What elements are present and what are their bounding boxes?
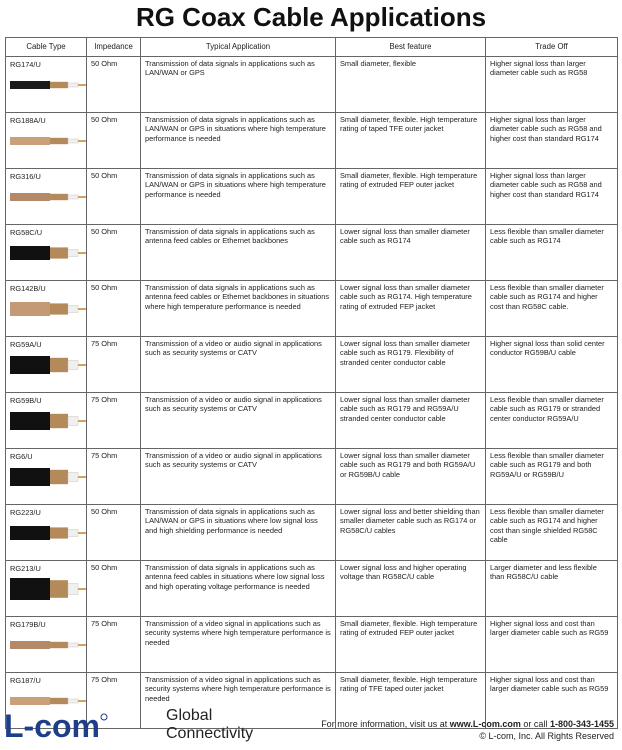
tagline-connectivity: Connectivity [166, 725, 254, 742]
phone-number: 1-800-343-1455 [549, 719, 614, 729]
cell-typical-application: Transmission of a video signal in applications such as security systems where high temperature performance is needed [141, 673, 336, 729]
cell-cable-type [6, 337, 87, 393]
cell-trade-off: Less flexible than smaller diameter cable such as RG174 and higher cost than RG58C cable. [486, 281, 618, 337]
header-impedance: Impedance [87, 38, 141, 57]
cell-cable-type [6, 449, 87, 505]
cable-type-label: RG223/U [10, 508, 41, 517]
cell-best-feature: Lower signal loss than smaller diameter cable such as RG179 and both RG59A/U or RG59B/U cable [336, 449, 486, 505]
cable-type-label: RG188A/U [10, 116, 46, 125]
cell-typical-application: Transmission of data signals in applications such as antenna feed cables in situations where low signal loss and high operating voltage performance is needed [141, 561, 336, 617]
cell-impedance: 75 Ohm [87, 337, 141, 393]
cell-trade-off: Higher signal loss than larger diameter cable such as RG58 [486, 57, 618, 113]
cable-image [10, 74, 86, 96]
cell-best-feature: Lower signal loss and higher operating voltage than RG58C/U cable [336, 561, 486, 617]
cell-trade-off: Less flexible than smaller diameter cable such as RG179 and both RG59A/U or RG59B/U [486, 449, 618, 505]
copyright: © L-com, Inc. All Rights Reserved [479, 731, 614, 741]
website-link[interactable]: www.L-com.com [449, 719, 521, 729]
tagline-global: Global [166, 707, 213, 724]
contact-mid: or call [520, 719, 550, 729]
cell-impedance: 50 Ohm [87, 505, 141, 561]
cell-best-feature: Small diameter, flexible. High temperature rating of taped TFE outer jacket [336, 113, 486, 169]
cable-type-label: RG58C/U [10, 228, 43, 237]
table-row [6, 337, 618, 393]
cell-impedance: 75 Ohm [87, 617, 141, 673]
table-body [6, 57, 618, 729]
header-cable-type: Cable Type [6, 38, 87, 57]
cell-trade-off: Higher signal loss and cost than larger diameter cable such as RG59 [486, 617, 618, 673]
cable-image [10, 634, 86, 656]
cell-trade-off: Less flexible than smaller diameter cable such as RG179 or stranded center conductor RG59A/U [486, 393, 618, 449]
cable-type-label: RG59A/U [10, 340, 42, 349]
cell-cable-type [6, 169, 87, 225]
cable-type-label: RG316/U [10, 172, 41, 181]
cell-cable-type [6, 225, 87, 281]
cable-type-label: RG187/U [10, 676, 41, 685]
cable-type-label: RG59B/U [10, 396, 42, 405]
cable-image [10, 186, 86, 208]
cable-image [10, 242, 86, 264]
cable-type-label: RG142B/U [10, 284, 46, 293]
cell-typical-application: Transmission of data signals in applications such as LAN/WAN or GPS in situations where low signal loss and high shielding performance is needed [141, 505, 336, 561]
cell-trade-off: Higher signal loss than larger diameter cable such as RG58 and higher cost than standard RG174 [486, 169, 618, 225]
lcom-logo [4, 707, 154, 743]
cable-image [10, 298, 86, 320]
cell-impedance: 50 Ohm [87, 113, 141, 169]
cell-typical-application: Transmission of a video or audio signal in applications such as security systems or CATV [141, 449, 336, 505]
contact-prefix: For more information, visit us at [321, 719, 450, 729]
contact-line [321, 718, 614, 730]
table-row [6, 225, 618, 281]
cable-image [10, 466, 86, 488]
table-row [6, 449, 618, 505]
cell-best-feature: Small diameter, flexible [336, 57, 486, 113]
cell-impedance: 50 Ohm [87, 169, 141, 225]
cell-impedance: 50 Ohm [87, 561, 141, 617]
cell-typical-application: Transmission of a video signal in applications such as security systems where high temperature performance is needed [141, 617, 336, 673]
cell-typical-application: Transmission of a video or audio signal in applications such as security systems or CATV [141, 337, 336, 393]
cell-trade-off: Higher signal loss than solid center conductor RG59B/U cable [486, 337, 618, 393]
page-title: RG Coax Cable Applications [135, 2, 487, 32]
logo-lettering: L-com [4, 708, 100, 744]
table-row [6, 561, 618, 617]
cell-typical-application: Transmission of data signals in applications such as LAN/WAN or GPS [141, 57, 336, 113]
table-header-row [6, 38, 618, 57]
cell-best-feature: Lower signal loss and better shielding than smaller diameter cable such as RG174 or RG58C/U cables [336, 505, 486, 561]
cell-cable-type [6, 617, 87, 673]
cable-type-label: RG174/U [10, 60, 41, 69]
cable-image [10, 354, 86, 376]
cell-cable-type [6, 561, 87, 617]
cell-impedance: 75 Ohm [87, 449, 141, 505]
cable-image [10, 410, 86, 432]
cell-typical-application: Transmission of data signals in applications such as antenna feed cables or Ethernet backbones [141, 225, 336, 281]
table-row [6, 113, 618, 169]
table-row [6, 393, 618, 449]
cell-impedance: 50 Ohm [87, 281, 141, 337]
tagline [166, 707, 253, 743]
table-row [6, 169, 618, 225]
cell-trade-off: Higher signal loss than larger diameter cable such as RG58 and higher cost than standard RG174 [486, 113, 618, 169]
cable-type-label: RG179B/U [10, 620, 46, 629]
table-row [6, 505, 618, 561]
cell-impedance: 50 Ohm [87, 225, 141, 281]
cell-typical-application: Transmission of data signals in applications such as LAN/WAN or GPS in situations where high temperature performance is needed [141, 113, 336, 169]
cell-best-feature: Small diameter, flexible. High temperature rating of TFE taped outer jacket [336, 673, 486, 729]
header-typical-application: Typical Application [141, 38, 336, 57]
cell-typical-application: Transmission of data signals in applications such as antenna feed cables or Ethernet backbones in situations where high temperature performance is needed [141, 281, 336, 337]
cable-image [10, 578, 86, 600]
cable-table [5, 37, 618, 729]
footer-info [321, 718, 614, 742]
cell-cable-type [6, 57, 87, 113]
cell-trade-off: Less flexible than smaller diameter cable such as RG174 and higher cost than single shielded RG58C cable [486, 505, 618, 561]
cable-image [10, 522, 86, 544]
cell-impedance: 75 Ohm [87, 673, 141, 729]
cell-best-feature: Lower signal loss than smaller diameter cable such as RG174 [336, 225, 486, 281]
cell-impedance: 50 Ohm [87, 57, 141, 113]
cell-best-feature: Small diameter, flexible. High temperature rating of extruded FEP outer jacket [336, 617, 486, 673]
cell-best-feature: Lower signal loss than smaller diameter cable such as RG174. High temperature rating of extruded FEP jacket [336, 281, 486, 337]
cell-cable-type [6, 113, 87, 169]
cell-typical-application: Transmission of a video or audio signal in applications such as security systems or CATV [141, 393, 336, 449]
cell-trade-off: Larger diameter and less flexible than RG58C/U cable [486, 561, 618, 617]
cable-type-label: RG213/U [10, 564, 41, 573]
table-row [6, 617, 618, 673]
header-trade-off: Trade Off [486, 38, 618, 57]
table-row [6, 57, 618, 113]
lcom-logo-mark [4, 707, 164, 745]
cell-best-feature: Small diameter, flexible. High temperature rating of extruded FEP outer jacket [336, 169, 486, 225]
cell-best-feature: Lower signal loss than smaller diameter cable such as RG179. Flexibility of stranded center conductor cable [336, 337, 486, 393]
cell-best-feature: Lower signal loss than smaller diameter cable such as RG179 and RG59A/U stranded center conductor cable [336, 393, 486, 449]
cable-type-label: RG6/U [10, 452, 33, 461]
cell-typical-application: Transmission of data signals in applications such as LAN/WAN or GPS in situations where high temperature performance is needed [141, 169, 336, 225]
cell-cable-type [6, 505, 87, 561]
footer-logo [4, 705, 284, 745]
cable-image [10, 130, 86, 152]
table-row [6, 281, 618, 337]
cell-impedance: 75 Ohm [87, 393, 141, 449]
cell-trade-off: Less flexible than smaller diameter cable such as RG174 [486, 225, 618, 281]
cell-cable-type [6, 281, 87, 337]
cell-trade-off: Higher signal loss and cost than larger diameter cable such as RG59 [486, 673, 618, 729]
header-best-feature: Best feature [336, 38, 486, 57]
cell-cable-type [6, 393, 87, 449]
